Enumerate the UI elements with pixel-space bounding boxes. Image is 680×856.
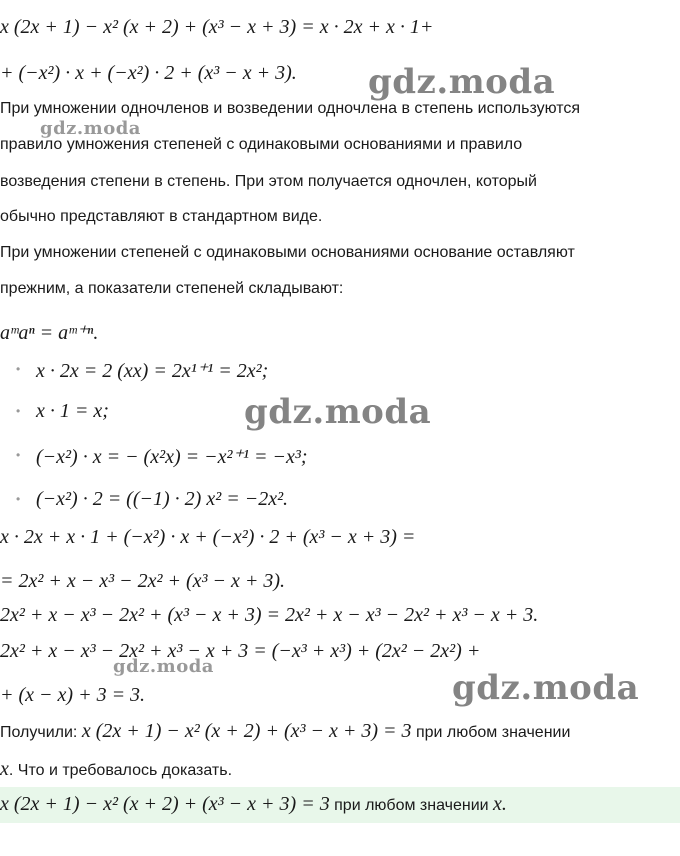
conclusion-text: при любом значении — [411, 724, 571, 741]
conclusion-text: . Что и требовалось доказать. — [8, 762, 233, 779]
answer-text: при любом значении — [329, 797, 494, 814]
answer-period: . — [501, 793, 507, 815]
list-item-formula: x · 2x = 2 (xx) = 2x¹⁺¹ = 2x²; — [36, 360, 269, 382]
bullet-icon: • — [16, 404, 21, 418]
conclusion-text: Получили: — [0, 724, 82, 741]
list-item-formula: (−x²) · 2 = ((−1) · 2) x² = −2x². — [36, 488, 289, 510]
paragraph-line: обычно представляют в стандартном виде. — [0, 208, 323, 225]
equation-line-1: x (2x + 1) − x² (x + 2) + (x³ − x + 3) = x · 2x + x · 1+ — [0, 16, 434, 38]
list-item — [0, 358, 680, 384]
bullet-icon: • — [16, 492, 21, 506]
watermark-logo: gdz.moda — [113, 656, 214, 677]
list-item-formula: (−x²) · x = − (x²x) = −x²⁺¹ = −x³; — [36, 446, 308, 468]
watermark-logo: gdz.moda — [452, 668, 640, 708]
equation-line: 2x² + x − x³ − 2x² + x³ − x + 3 = (−x³ + x³) + (2x² − 2x²) + — [0, 640, 481, 662]
paragraph-line: прежним, а показатели степеней складывают: — [0, 280, 344, 297]
power-rule-formula: aᵐaⁿ = aᵐ⁺ⁿ. — [0, 322, 99, 344]
conclusion-variable: x — [0, 758, 9, 780]
answer-formula: x (2x + 1) − x² (x + 2) + (x³ − x + 3) = 3 — [0, 793, 330, 815]
equation-line: x · 2x + x · 1 + (−x²) · x + (−x²) · 2 + (x³ − x + 3) = — [0, 526, 416, 548]
answer-variable: x — [493, 793, 502, 815]
list-item-formula: x · 1 = x; — [36, 400, 109, 422]
list-item — [0, 444, 680, 470]
paragraph-line: возведения степени в степень. При этом получается одночлен, который — [0, 173, 537, 190]
list-item — [0, 488, 680, 514]
equation-line: = 2x² + x − x³ − 2x² + (x³ − x + 3). — [0, 570, 286, 592]
conclusion-formula: x (2x + 1) − x² (x + 2) + (x³ − x + 3) = 3 — [81, 720, 412, 742]
answer-box — [0, 787, 680, 823]
paragraph-line: При умножении степеней с одинаковыми основаниями основание оставляют — [0, 244, 575, 261]
conclusion-line-1 — [0, 720, 680, 743]
conclusion-line-2 — [0, 758, 680, 781]
paragraph-line: При умножении одночленов и возведении одночлена в степень используются — [0, 100, 581, 117]
watermark-logo: gdz.moda — [244, 392, 432, 432]
equation-line: + (x − x) + 3 = 3. — [0, 684, 146, 706]
watermark-logo: gdz.moda — [368, 62, 556, 102]
watermark-logo: gdz.moda — [40, 118, 141, 139]
paragraph-line: правило умножения степеней с одинаковыми основаниями и правило — [0, 136, 523, 153]
equation-line: 2x² + x − x³ − 2x² + (x³ − x + 3) = 2x² + x − x³ − 2x² + x³ − x + 3. — [0, 604, 539, 626]
bullet-icon: • — [16, 362, 21, 376]
equation-line-2: + (−x²) · x + (−x²) · 2 + (x³ − x + 3). — [0, 62, 297, 84]
bullet-icon: • — [16, 448, 21, 462]
